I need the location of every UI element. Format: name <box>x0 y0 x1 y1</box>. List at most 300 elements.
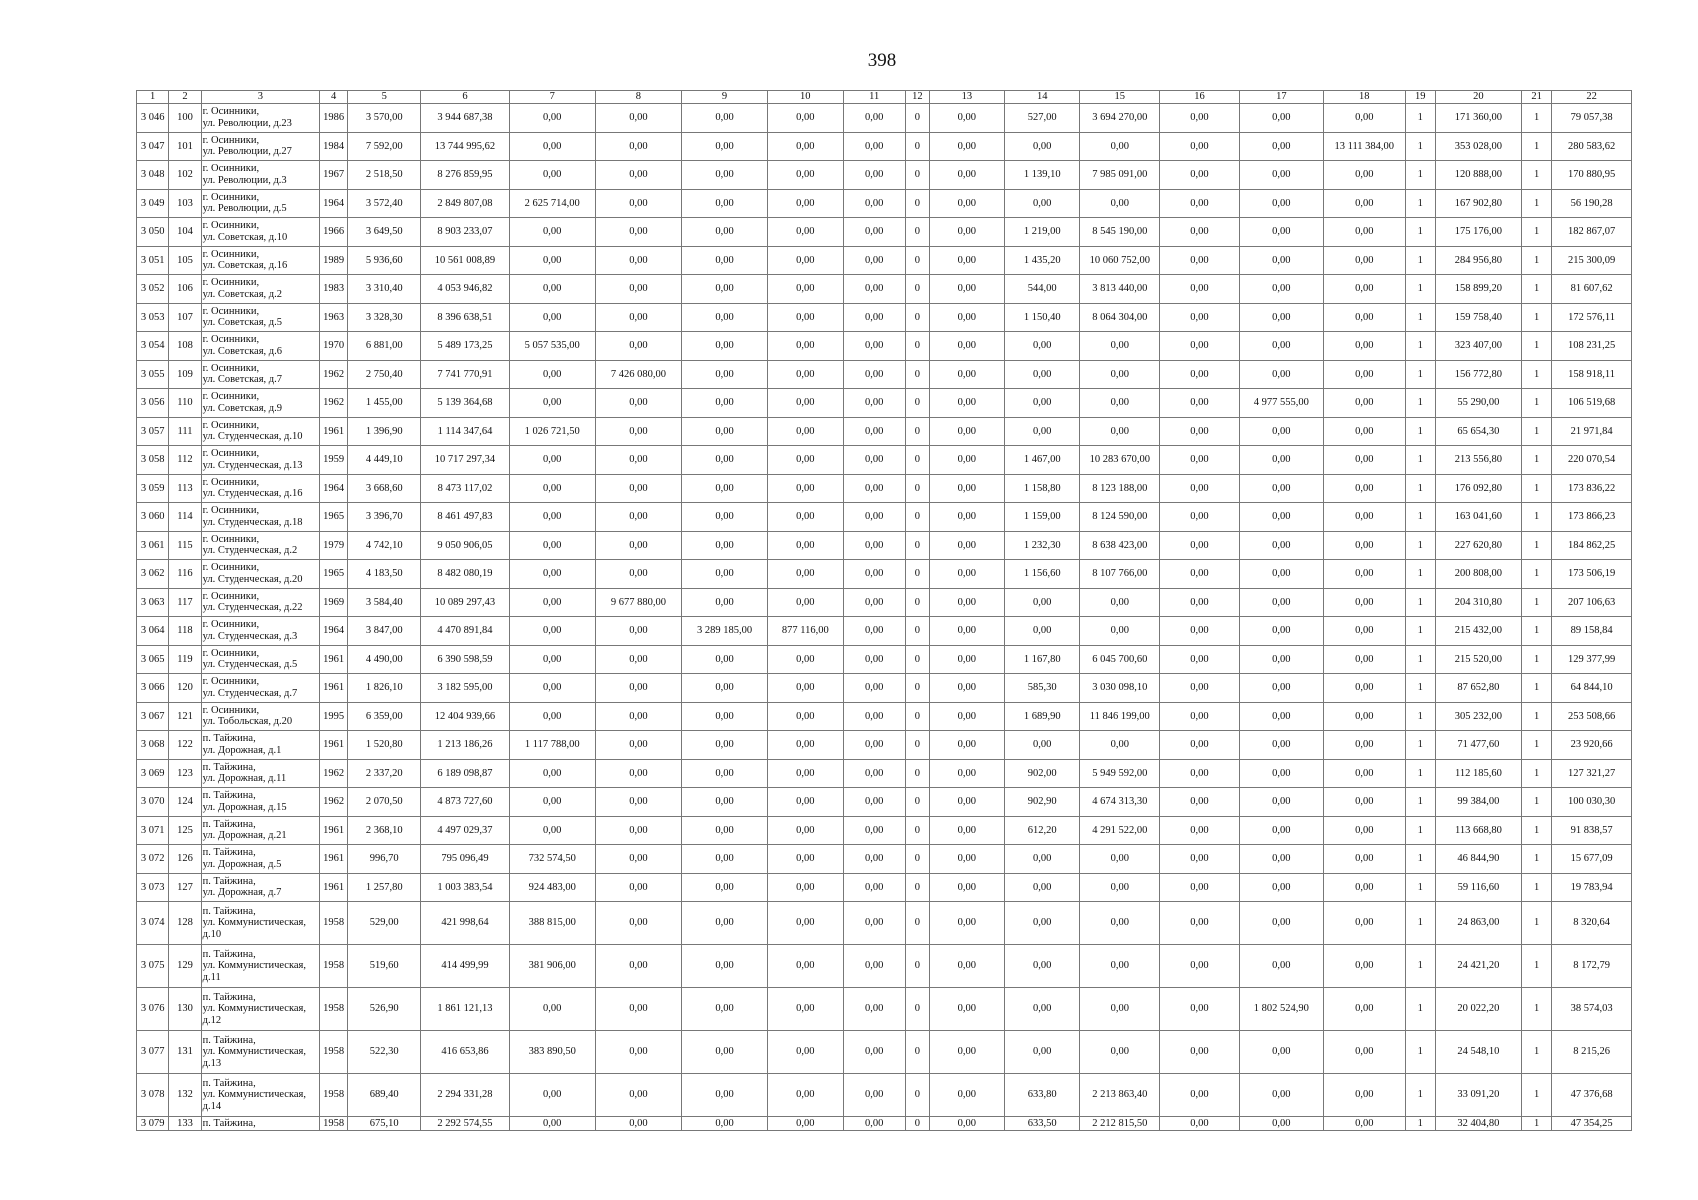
address-line: п. Тайжина, <box>202 1034 256 1046</box>
cell-col-7: 0,00 <box>509 161 595 190</box>
cell-col-22: 253 508,66 <box>1552 702 1632 731</box>
cell-col-6: 8 396 638,51 <box>421 303 509 332</box>
column-header-7: 7 <box>509 91 595 104</box>
address-cell <box>201 873 319 902</box>
cell-col-13: 0,00 <box>929 132 1004 161</box>
address-cell <box>201 503 319 532</box>
cell-col-7: 0,00 <box>509 816 595 845</box>
column-header-10: 10 <box>768 91 843 104</box>
cell-col-6: 414 499,99 <box>421 945 509 988</box>
cell-col-15: 0,00 <box>1080 132 1160 161</box>
cell-col-22: 173 836,22 <box>1552 474 1632 503</box>
cell-col-19: 1 <box>1405 731 1435 760</box>
page-number: 398 <box>867 50 897 71</box>
cell-col-19: 1 <box>1405 702 1435 731</box>
address-cell <box>201 332 319 361</box>
cell-col-8: 0,00 <box>595 759 681 788</box>
cell-col-8: 0,00 <box>595 474 681 503</box>
cell-col-14: 612,20 <box>1005 816 1080 845</box>
table-row <box>137 1031 1632 1074</box>
cell-col-12: 0 <box>905 816 929 845</box>
cell-col-7: 0,00 <box>509 503 595 532</box>
cell-col-5: 3 310,40 <box>348 275 421 304</box>
cell-col-7: 0,00 <box>509 104 595 133</box>
cell-col-13: 0,00 <box>929 645 1004 674</box>
cell-col-9: 0,00 <box>681 246 767 275</box>
cell-col-8: 0,00 <box>595 1031 681 1074</box>
cell-col-6: 6 390 598,59 <box>421 645 509 674</box>
cell-col-1: 3 050 <box>137 218 169 247</box>
cell-col-6: 4 470 891,84 <box>421 617 509 646</box>
cell-col-1: 3 066 <box>137 674 169 703</box>
cell-col-6: 4 873 727,60 <box>421 788 509 817</box>
cell-col-4: 1965 <box>320 503 348 532</box>
address-line: ул. Студенческая, д.10 <box>202 431 303 443</box>
cell-col-12: 0 <box>905 132 929 161</box>
cell-col-9: 0,00 <box>681 218 767 247</box>
table-row <box>137 218 1632 247</box>
cell-col-6: 1 114 347,64 <box>421 417 509 446</box>
cell-col-6: 795 096,49 <box>421 845 509 874</box>
cell-col-8: 0,00 <box>595 945 681 988</box>
cell-col-16: 0,00 <box>1160 1031 1240 1074</box>
cell-col-1: 3 059 <box>137 474 169 503</box>
address-cell <box>201 1074 319 1117</box>
cell-col-9: 0,00 <box>681 360 767 389</box>
cell-col-12: 0 <box>905 617 929 646</box>
address-line: ул. Студенческая, д.18 <box>202 516 303 528</box>
address-line: ул. Тобольская, д.20 <box>202 716 293 728</box>
cell-col-5: 3 649,50 <box>348 218 421 247</box>
cell-col-9: 0,00 <box>681 845 767 874</box>
cell-col-1: 3 072 <box>137 845 169 874</box>
cell-col-1: 3 079 <box>137 1117 169 1131</box>
address-line: г. Осинники, <box>202 619 260 631</box>
cell-col-11: 0,00 <box>843 389 905 418</box>
cell-col-20: 65 654,30 <box>1435 417 1521 446</box>
cell-col-11: 0,00 <box>843 104 905 133</box>
address-line: д.10 <box>202 928 222 940</box>
cell-col-4: 1962 <box>320 788 348 817</box>
cell-col-6: 2 292 574,55 <box>421 1117 509 1131</box>
address-cell <box>201 588 319 617</box>
cell-col-11: 0,00 <box>843 617 905 646</box>
address-line: ул. Советская, д.9 <box>202 402 282 414</box>
cell-col-7: 0,00 <box>509 303 595 332</box>
cell-col-5: 675,10 <box>348 1117 421 1131</box>
column-header-2: 2 <box>169 91 201 104</box>
cell-col-13: 0,00 <box>929 275 1004 304</box>
address-line: п. Тайжина, <box>202 948 256 960</box>
cell-col-2: 115 <box>169 531 201 560</box>
cell-col-8: 0,00 <box>595 161 681 190</box>
cell-col-1: 3 073 <box>137 873 169 902</box>
cell-col-13: 0,00 <box>929 702 1004 731</box>
cell-col-22: 173 506,19 <box>1552 560 1632 589</box>
cell-col-20: 163 041,60 <box>1435 503 1521 532</box>
cell-col-22: 129 377,99 <box>1552 645 1632 674</box>
cell-col-19: 1 <box>1405 674 1435 703</box>
cell-col-22: 280 583,62 <box>1552 132 1632 161</box>
cell-col-19: 1 <box>1405 189 1435 218</box>
cell-col-14: 1 158,80 <box>1005 474 1080 503</box>
cell-col-20: 99 384,00 <box>1435 788 1521 817</box>
cell-col-10: 0,00 <box>768 702 843 731</box>
cell-col-9: 0,00 <box>681 1031 767 1074</box>
cell-col-6: 1 213 186,26 <box>421 731 509 760</box>
cell-col-21: 1 <box>1522 275 1552 304</box>
cell-col-16: 0,00 <box>1160 560 1240 589</box>
column-header-20: 20 <box>1435 91 1521 104</box>
cell-col-15: 3 813 440,00 <box>1080 275 1160 304</box>
address-cell <box>201 275 319 304</box>
cell-col-11: 0,00 <box>843 1117 905 1131</box>
address-line: д.12 <box>202 1014 222 1026</box>
cell-col-2: 106 <box>169 275 201 304</box>
table-body <box>137 104 1632 1131</box>
table-row <box>137 588 1632 617</box>
cell-col-17: 1 802 524,90 <box>1239 988 1323 1031</box>
cell-col-18: 0,00 <box>1323 759 1405 788</box>
cell-col-20: 227 620,80 <box>1435 531 1521 560</box>
cell-col-8: 0,00 <box>595 560 681 589</box>
table-row <box>137 560 1632 589</box>
table-row <box>137 702 1632 731</box>
cell-col-21: 1 <box>1522 731 1552 760</box>
cell-col-13: 0,00 <box>929 617 1004 646</box>
cell-col-14: 1 150,40 <box>1005 303 1080 332</box>
cell-col-11: 0,00 <box>843 731 905 760</box>
cell-col-11: 0,00 <box>843 503 905 532</box>
cell-col-20: 284 956,80 <box>1435 246 1521 275</box>
cell-col-1: 3 058 <box>137 446 169 475</box>
cell-col-7: 0,00 <box>509 560 595 589</box>
cell-col-9: 0,00 <box>681 417 767 446</box>
cell-col-21: 1 <box>1522 617 1552 646</box>
cell-col-22: 47 354,25 <box>1552 1117 1632 1131</box>
cell-col-20: 156 772,80 <box>1435 360 1521 389</box>
address-line: п. Тайжина, <box>202 761 256 773</box>
cell-col-10: 0,00 <box>768 873 843 902</box>
cell-col-1: 3 046 <box>137 104 169 133</box>
address-line: п. Тайжина, <box>202 1117 256 1129</box>
cell-col-12: 0 <box>905 1031 929 1074</box>
cell-col-5: 1 455,00 <box>348 389 421 418</box>
cell-col-19: 1 <box>1405 531 1435 560</box>
cell-col-4: 1964 <box>320 617 348 646</box>
cell-col-9: 0,00 <box>681 332 767 361</box>
cell-col-22: 56 190,28 <box>1552 189 1632 218</box>
cell-col-19: 1 <box>1405 759 1435 788</box>
cell-col-22: 158 918,11 <box>1552 360 1632 389</box>
cell-col-7: 0,00 <box>509 617 595 646</box>
address-line: п. Тайжина, <box>202 847 256 859</box>
cell-col-13: 0,00 <box>929 1031 1004 1074</box>
cell-col-4: 1961 <box>320 845 348 874</box>
column-header-18: 18 <box>1323 91 1405 104</box>
cell-col-9: 0,00 <box>681 873 767 902</box>
cell-col-20: 46 844,90 <box>1435 845 1521 874</box>
table-row <box>137 645 1632 674</box>
cell-col-12: 0 <box>905 674 929 703</box>
address-line: г. Осинники, <box>202 448 260 460</box>
cell-col-19: 1 <box>1405 275 1435 304</box>
address-cell <box>201 360 319 389</box>
cell-col-7: 0,00 <box>509 474 595 503</box>
cell-col-15: 10 283 670,00 <box>1080 446 1160 475</box>
cell-col-9: 0,00 <box>681 275 767 304</box>
cell-col-9: 0,00 <box>681 446 767 475</box>
address-line: г. Осинники, <box>202 647 260 659</box>
cell-col-18: 0,00 <box>1323 474 1405 503</box>
cell-col-11: 0,00 <box>843 759 905 788</box>
cell-col-7: 0,00 <box>509 389 595 418</box>
cell-col-14: 0,00 <box>1005 588 1080 617</box>
cell-col-1: 3 057 <box>137 417 169 446</box>
cell-col-19: 1 <box>1405 617 1435 646</box>
cell-col-9: 0,00 <box>681 560 767 589</box>
cell-col-9: 0,00 <box>681 731 767 760</box>
address-line: г. Осинники, <box>202 476 260 488</box>
cell-col-11: 0,00 <box>843 417 905 446</box>
cell-col-13: 0,00 <box>929 759 1004 788</box>
cell-col-12: 0 <box>905 560 929 589</box>
cell-col-14: 0,00 <box>1005 389 1080 418</box>
table-row <box>137 132 1632 161</box>
address-line: ул. Дорожная, д.21 <box>202 830 287 842</box>
cell-col-11: 0,00 <box>843 1074 905 1117</box>
cell-col-21: 1 <box>1522 902 1552 945</box>
column-header-21: 21 <box>1522 91 1552 104</box>
cell-col-16: 0,00 <box>1160 332 1240 361</box>
cell-col-4: 1958 <box>320 1117 348 1131</box>
cell-col-14: 1 467,00 <box>1005 446 1080 475</box>
cell-col-13: 0,00 <box>929 474 1004 503</box>
address-line: ул. Дорожная, д.15 <box>202 801 287 813</box>
cell-col-16: 0,00 <box>1160 788 1240 817</box>
cell-col-1: 3 065 <box>137 645 169 674</box>
table-row <box>137 360 1632 389</box>
address-line: ул. Студенческая, д.13 <box>202 459 303 471</box>
cell-col-6: 4 053 946,82 <box>421 275 509 304</box>
cell-col-15: 0,00 <box>1080 189 1160 218</box>
cell-col-16: 0,00 <box>1160 360 1240 389</box>
address-cell <box>201 417 319 446</box>
cell-col-15: 0,00 <box>1080 588 1160 617</box>
address-line: г. Осинники, <box>202 134 260 146</box>
cell-col-19: 1 <box>1405 360 1435 389</box>
cell-col-19: 1 <box>1405 474 1435 503</box>
cell-col-8: 0,00 <box>595 845 681 874</box>
cell-col-7: 0,00 <box>509 132 595 161</box>
cell-col-22: 184 862,25 <box>1552 531 1632 560</box>
cell-col-7: 383 890,50 <box>509 1031 595 1074</box>
cell-col-16: 0,00 <box>1160 731 1240 760</box>
cell-col-2: 131 <box>169 1031 201 1074</box>
cell-col-8: 0,00 <box>595 1117 681 1131</box>
cell-col-18: 0,00 <box>1323 816 1405 845</box>
cell-col-14: 1 219,00 <box>1005 218 1080 247</box>
cell-col-17: 0,00 <box>1239 702 1323 731</box>
address-cell <box>201 104 319 133</box>
cell-col-12: 0 <box>905 189 929 218</box>
cell-col-15: 2 213 863,40 <box>1080 1074 1160 1117</box>
cell-col-19: 1 <box>1405 873 1435 902</box>
cell-col-4: 1959 <box>320 446 348 475</box>
cell-col-21: 1 <box>1522 303 1552 332</box>
address-line: д.14 <box>202 1100 222 1112</box>
cell-col-16: 0,00 <box>1160 446 1240 475</box>
cell-col-10: 0,00 <box>768 417 843 446</box>
cell-col-17: 0,00 <box>1239 945 1323 988</box>
address-line: ул. Коммунистическая, <box>202 1003 306 1015</box>
cell-col-4: 1961 <box>320 645 348 674</box>
cell-col-13: 0,00 <box>929 674 1004 703</box>
cell-col-5: 4 742,10 <box>348 531 421 560</box>
address-cell <box>201 645 319 674</box>
cell-col-10: 0,00 <box>768 389 843 418</box>
cell-col-16: 0,00 <box>1160 531 1240 560</box>
cell-col-9: 0,00 <box>681 759 767 788</box>
cell-col-1: 3 052 <box>137 275 169 304</box>
cell-col-20: 323 407,00 <box>1435 332 1521 361</box>
cell-col-2: 100 <box>169 104 201 133</box>
cell-col-14: 902,00 <box>1005 759 1080 788</box>
cell-col-4: 1961 <box>320 674 348 703</box>
cell-col-13: 0,00 <box>929 303 1004 332</box>
cell-col-17: 0,00 <box>1239 104 1323 133</box>
cell-col-7: 0,00 <box>509 246 595 275</box>
cell-col-14: 0,00 <box>1005 988 1080 1031</box>
cell-col-4: 1958 <box>320 988 348 1031</box>
cell-col-11: 0,00 <box>843 788 905 817</box>
table-row <box>137 389 1632 418</box>
address-cell <box>201 560 319 589</box>
cell-col-16: 0,00 <box>1160 873 1240 902</box>
table-row <box>137 945 1632 988</box>
cell-col-11: 0,00 <box>843 132 905 161</box>
cell-col-14: 0,00 <box>1005 1031 1080 1074</box>
cell-col-13: 0,00 <box>929 588 1004 617</box>
cell-col-17: 0,00 <box>1239 645 1323 674</box>
address-cell <box>201 1031 319 1074</box>
address-line: д.13 <box>202 1057 222 1069</box>
cell-col-1: 3 078 <box>137 1074 169 1117</box>
cell-col-6: 9 050 906,05 <box>421 531 509 560</box>
cell-col-18: 0,00 <box>1323 332 1405 361</box>
table-row <box>137 1117 1632 1131</box>
cell-col-14: 633,50 <box>1005 1117 1080 1131</box>
table-row <box>137 275 1632 304</box>
address-line: г. Осинники, <box>202 676 260 688</box>
cell-col-10: 0,00 <box>768 503 843 532</box>
cell-col-20: 213 556,80 <box>1435 446 1521 475</box>
cell-col-20: 24 548,10 <box>1435 1031 1521 1074</box>
cell-col-7: 0,00 <box>509 360 595 389</box>
cell-col-2: 104 <box>169 218 201 247</box>
cell-col-21: 1 <box>1522 531 1552 560</box>
cell-col-22: 215 300,09 <box>1552 246 1632 275</box>
cell-col-8: 0,00 <box>595 873 681 902</box>
cell-col-18: 0,00 <box>1323 1031 1405 1074</box>
column-header-22: 22 <box>1552 91 1632 104</box>
cell-col-7: 381 906,00 <box>509 945 595 988</box>
cell-col-21: 1 <box>1522 474 1552 503</box>
cell-col-18: 0,00 <box>1323 645 1405 674</box>
cell-col-8: 0,00 <box>595 674 681 703</box>
address-line: ул. Коммунистическая, <box>202 917 306 929</box>
cell-col-13: 0,00 <box>929 332 1004 361</box>
cell-col-2: 112 <box>169 446 201 475</box>
cell-col-6: 8 461 497,83 <box>421 503 509 532</box>
cell-col-5: 6 359,00 <box>348 702 421 731</box>
address-cell <box>201 389 319 418</box>
cell-col-20: 20 022,20 <box>1435 988 1521 1031</box>
cell-col-21: 1 <box>1522 759 1552 788</box>
cell-col-9: 0,00 <box>681 503 767 532</box>
cell-col-12: 0 <box>905 759 929 788</box>
cell-col-6: 5 489 173,25 <box>421 332 509 361</box>
cell-col-14: 1 435,20 <box>1005 246 1080 275</box>
cell-col-15: 8 123 188,00 <box>1080 474 1160 503</box>
cell-col-10: 0,00 <box>768 845 843 874</box>
cell-col-20: 33 091,20 <box>1435 1074 1521 1117</box>
cell-col-17: 0,00 <box>1239 1031 1323 1074</box>
cell-col-15: 4 291 522,00 <box>1080 816 1160 845</box>
cell-col-18: 0,00 <box>1323 674 1405 703</box>
cell-col-17: 0,00 <box>1239 1117 1323 1131</box>
cell-col-14: 0,00 <box>1005 902 1080 945</box>
cell-col-7: 5 057 535,00 <box>509 332 595 361</box>
cell-col-19: 1 <box>1405 988 1435 1031</box>
cell-col-9: 3 289 185,00 <box>681 617 767 646</box>
cell-col-16: 0,00 <box>1160 389 1240 418</box>
cell-col-8: 0,00 <box>595 417 681 446</box>
cell-col-15: 0,00 <box>1080 1031 1160 1074</box>
cell-col-22: 79 057,38 <box>1552 104 1632 133</box>
cell-col-4: 1961 <box>320 417 348 446</box>
address-line: г. Осинники, <box>202 704 260 716</box>
cell-col-7: 0,00 <box>509 674 595 703</box>
cell-col-13: 0,00 <box>929 417 1004 446</box>
cell-col-9: 0,00 <box>681 945 767 988</box>
cell-col-1: 3 062 <box>137 560 169 589</box>
cell-col-11: 0,00 <box>843 588 905 617</box>
cell-col-9: 0,00 <box>681 588 767 617</box>
cell-col-1: 3 051 <box>137 246 169 275</box>
cell-col-14: 1 232,30 <box>1005 531 1080 560</box>
cell-col-20: 215 520,00 <box>1435 645 1521 674</box>
cell-col-5: 526,90 <box>348 988 421 1031</box>
cell-col-10: 0,00 <box>768 674 843 703</box>
cell-col-5: 2 750,40 <box>348 360 421 389</box>
cell-col-4: 1962 <box>320 389 348 418</box>
cell-col-1: 3 056 <box>137 389 169 418</box>
cell-col-16: 0,00 <box>1160 104 1240 133</box>
cell-col-13: 0,00 <box>929 246 1004 275</box>
cell-col-1: 3 064 <box>137 617 169 646</box>
address-line: п. Тайжина, <box>202 991 256 1003</box>
cell-col-12: 0 <box>905 788 929 817</box>
cell-col-2: 124 <box>169 788 201 817</box>
address-cell <box>201 945 319 988</box>
cell-col-20: 87 652,80 <box>1435 674 1521 703</box>
address-line: г. Осинники, <box>202 391 260 403</box>
address-cell <box>201 161 319 190</box>
cell-col-17: 0,00 <box>1239 531 1323 560</box>
cell-col-12: 0 <box>905 503 929 532</box>
address-line: п. Тайжина, <box>202 875 256 887</box>
